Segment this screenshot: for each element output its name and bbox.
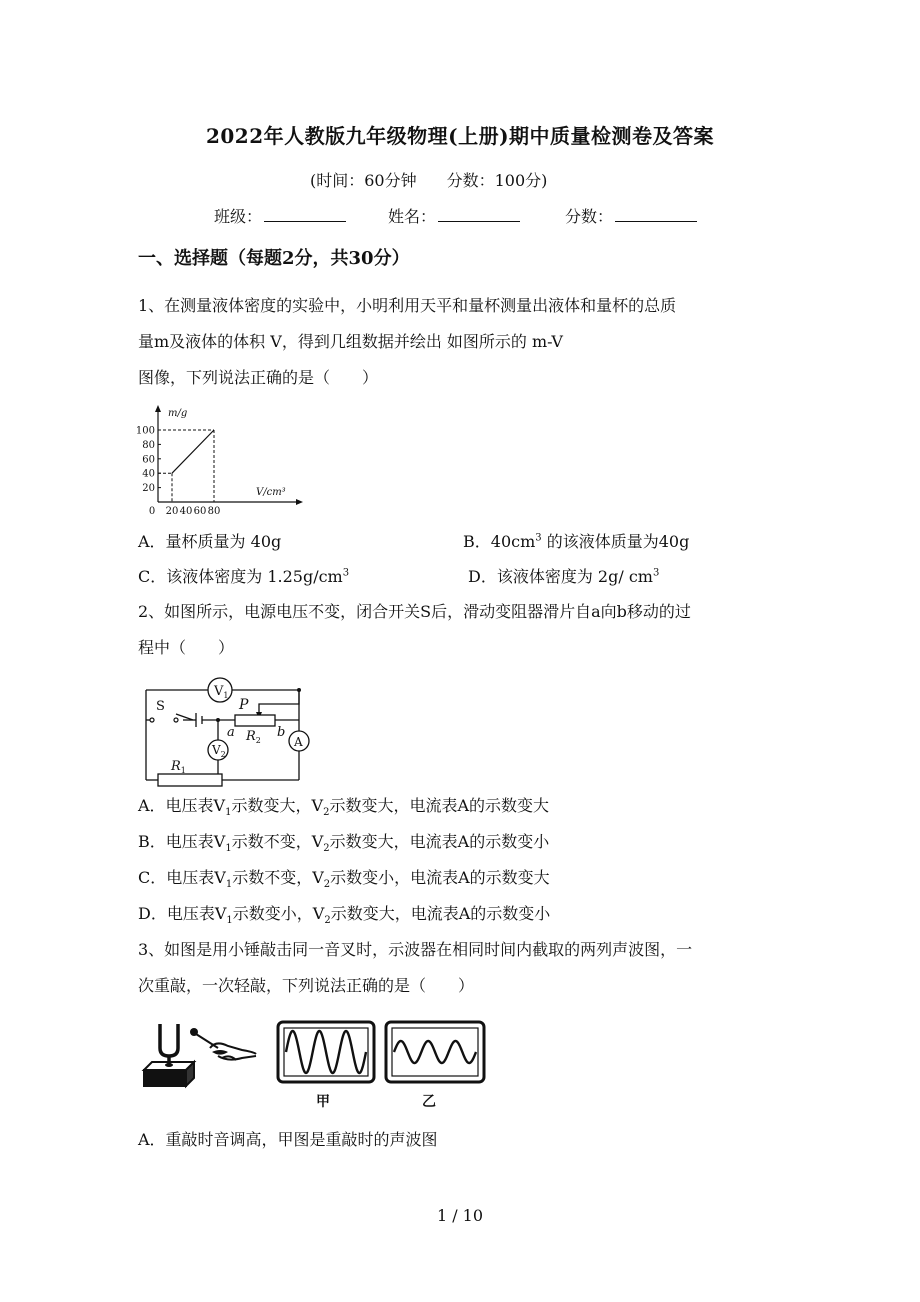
q2-b-sub1: 1	[225, 843, 232, 855]
q2-b-part1: B．电压表V	[138, 832, 226, 851]
q1-option-d-sup: 3	[652, 567, 660, 579]
q2-option-b	[138, 832, 550, 855]
q1-option-c-pre: C．该液体密度为 1.25g/cm	[138, 567, 343, 586]
graph-y-tick-label: 20	[142, 483, 155, 495]
q2-b-sub2: 2	[323, 843, 330, 855]
q1-option-c-sup: 3	[342, 567, 350, 579]
q2-c-sub1: 1	[225, 879, 233, 891]
q2-b-part2: 示数不变，V	[231, 832, 324, 851]
tuning-fork-illustration	[138, 1018, 270, 1092]
q2-b-part3: 示数变大，电流表A的示数变小	[329, 832, 550, 851]
score-blank	[615, 207, 697, 222]
q2-option-c	[138, 868, 550, 891]
graph-x-tick-label: 80	[207, 506, 221, 517]
graph-data-line	[172, 430, 214, 473]
q1-option-c	[138, 567, 349, 587]
q1-option-b-post: 的该液体质量为40g	[541, 532, 690, 551]
class-field	[214, 204, 346, 227]
v1-label: $V_1$	[214, 684, 229, 700]
q2-c-part3: 示数变小，电流表A的示数变大	[330, 868, 550, 887]
q3-text-line1: 3、如图是用小锤敲击同一音叉时，示波器在相同时间内截取的两列声波图，一	[138, 940, 693, 959]
ammeter-label: A	[294, 735, 303, 749]
q1-text-line2: 量m及液体的体积 V，得到几组数据并绘出 如图所示的 m-V	[138, 332, 563, 351]
graph-x-label: V/cm³	[256, 487, 286, 498]
q1-option-a: A．量杯质量为 40g	[138, 532, 282, 551]
v2-label: $V_2$	[212, 743, 226, 759]
q1-option-d	[468, 567, 659, 587]
q2-c-part1: C．电压表V	[138, 868, 226, 887]
q2-a-sub2: 2	[323, 807, 330, 819]
q2-option-a	[138, 796, 549, 819]
graph-x-tick-label: 0	[148, 506, 156, 517]
q2-d-sub1: 1	[226, 915, 233, 927]
name-label: 姓名：	[388, 207, 437, 226]
class-label: 班级：	[214, 207, 263, 226]
exam-meta	[310, 168, 547, 191]
q3-text-line2: 次重敲，一次轻敲，下列说法正确的是（ ）	[138, 976, 475, 995]
point-b-label: b	[277, 725, 286, 740]
graph-y-tick-label: 40	[142, 468, 155, 480]
q1-option-b-pre: B．40cm	[463, 532, 536, 551]
exam-time: (时间：60分钟	[310, 171, 417, 190]
q3-option-a: A．重敲时音调高，甲图是重敲时的声波图	[138, 1130, 438, 1149]
graph-y-arrow	[155, 405, 161, 412]
graph-y-label: m/g	[168, 408, 188, 419]
graph-y-tick-label: 60	[142, 454, 155, 466]
rheostat-r2	[235, 715, 275, 726]
q2-a-part2: 示数变大，V	[231, 796, 324, 815]
name-blank	[438, 207, 520, 222]
q2-d-sub2: 2	[324, 915, 331, 927]
page-number: 1 / 10	[436, 1206, 484, 1225]
graph-x-ticks	[149, 506, 221, 517]
r2-label: $R_2$	[246, 729, 261, 745]
mv-graph	[135, 402, 308, 517]
q1-text-line3: 图像，下列说法正确的是（ ）	[138, 368, 379, 387]
score-field	[565, 204, 697, 227]
q2-c-part2: 示数不变，V	[232, 868, 324, 887]
q2-a-part3: 示数变大，电流表A的示数变大	[329, 796, 549, 815]
q2-text-line2: 程中（ ）	[138, 638, 235, 657]
name-field	[388, 204, 520, 227]
q1-option-b-sup: 3	[535, 532, 542, 544]
exam-total-score: 分数：100分)	[446, 171, 548, 190]
waveform-figures	[276, 1020, 488, 1112]
q2-option-d	[138, 904, 551, 927]
graph-y-tick-label: 100	[135, 425, 155, 437]
q1-option-d-pre: D．该液体密度为 2g/ cm	[468, 567, 653, 586]
section-heading: 一、选择题（每题2分，共30分）	[138, 248, 410, 269]
graph-x-arrow	[296, 499, 303, 505]
q2-text-line1: 2、如图所示，电源电压不变，闭合开关S后，滑动变阻器滑片自a向b移动的过	[138, 602, 691, 621]
q2-d-part1: D．电压表V	[138, 904, 227, 923]
graph-y-ticks	[136, 426, 161, 495]
point-a-label: a	[227, 725, 235, 740]
q1-text-line1: 1、在测量液体密度的实验中，小明利用天平和量杯测量出液体和量杯的总质	[138, 296, 677, 315]
waveform-label-yi: 乙	[422, 1094, 436, 1110]
graph-y-tick-label: 80	[142, 439, 155, 451]
graph-x-tick-label: 40	[179, 506, 193, 517]
q1-option-b	[463, 532, 689, 552]
resistor-r1	[158, 774, 222, 786]
graph-x-tick-label: 60	[193, 506, 207, 517]
slider-label: P	[239, 697, 249, 713]
q2-d-part3: 示数变大，电流表A的示数变小	[330, 904, 551, 923]
graph-guide-lines	[158, 430, 214, 502]
circuit-diagram	[138, 664, 310, 788]
q2-c-sub2: 2	[323, 879, 331, 891]
class-blank	[264, 207, 346, 222]
score-label: 分数：	[565, 207, 614, 226]
switch-label: S	[156, 699, 165, 714]
q2-d-part2: 示数变小，V	[232, 904, 325, 923]
waveform-label-jia: 甲	[316, 1094, 330, 1110]
page-title: 2022年人教版九年级物理(上册)期中质量检测卷及答案	[205, 124, 715, 148]
q2-a-sub1: 1	[225, 807, 232, 819]
r1-label: $R_1$	[171, 759, 186, 775]
graph-x-tick-label: 20	[165, 506, 179, 517]
q2-a-part1: A．电压表V	[138, 796, 226, 815]
